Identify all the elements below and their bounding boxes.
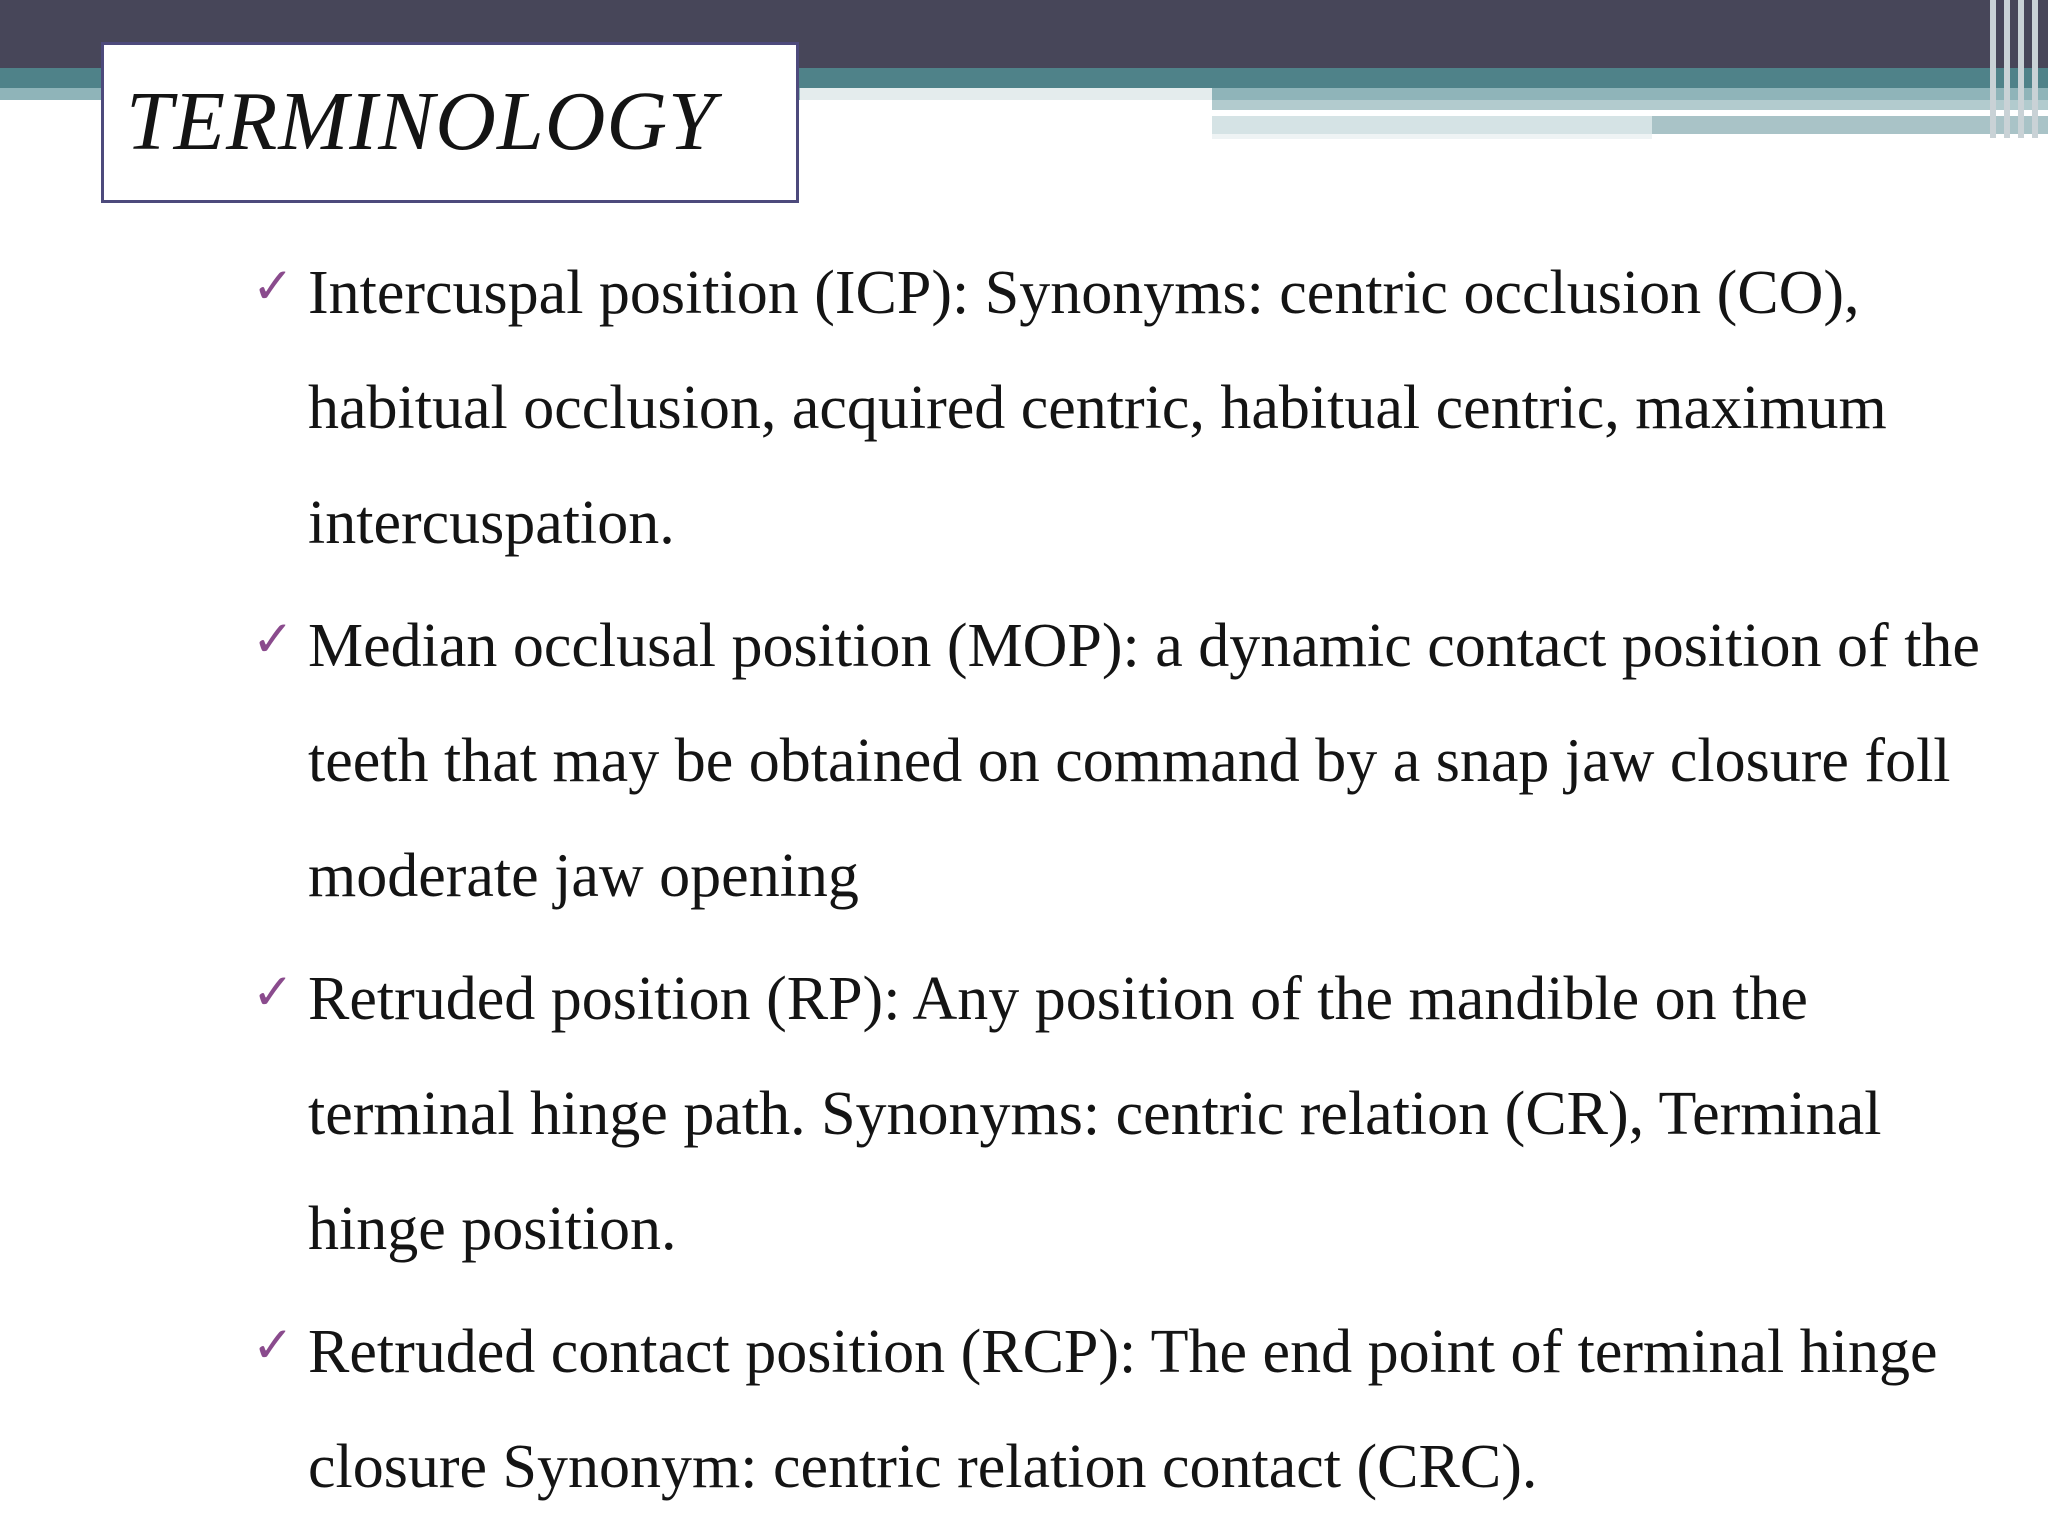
header-band-right-stripe [1212,100,2048,110]
check-icon: ✓ [252,1316,294,1374]
list-item [252,589,1992,934]
bullet-text: Median occlusal position (MOP): a dynamic contact position of the teeth that may be obtained on command by a snap jaw closure foll moderate jaw opening [308,612,1980,910]
list-item [252,236,1992,581]
slide-title: TERMINOLOGY [126,75,716,168]
title-box [101,42,799,203]
bullet-list [252,236,1992,1533]
list-item [252,1295,1992,1525]
header-edge-strip [1990,0,1996,138]
header-band-right-stripe-end [1652,116,2048,134]
check-icon: ✓ [252,257,294,315]
bullet-text: Retruded contact position (RCP): The end point of terminal hinge closure Synonym: centric relation contact (CRC). [308,1318,1938,1501]
check-icon: ✓ [252,610,294,668]
header-edge-strip [2032,0,2038,138]
header-edge-strip [2018,0,2024,138]
check-icon: ✓ [252,963,294,1021]
header-band-segment [800,88,1212,100]
header-edge-strip [2004,0,2010,138]
bullet-text: Intercuspal position (ICP): Synonyms: centric occlusion (CO), habitual occlusion, acquired centric, habitual centric, maximum intercuspation. [308,259,1887,557]
bullet-text: Retruded position (RP): Any position of the mandible on the terminal hinge path. Synonyms: centric relation (CR), Terminal hinge position. [308,965,1882,1263]
list-item [252,942,1992,1287]
header-band-right-shadow [1212,134,1652,139]
